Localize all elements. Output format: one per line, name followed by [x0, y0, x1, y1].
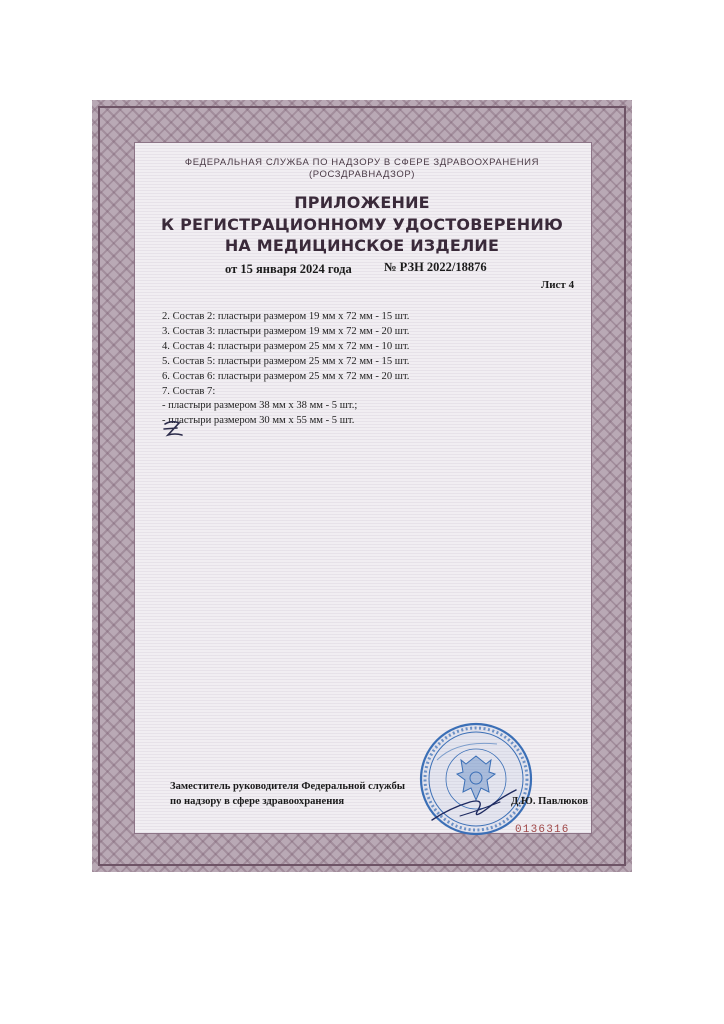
signer-position-line1: Заместитель руководителя Федеральной службы [170, 781, 406, 792]
list-item: 7. Состав 7: [162, 385, 216, 397]
end-mark-scribble [162, 418, 190, 442]
document-title: ПРИЛОЖЕНИЕ [294, 193, 430, 212]
handwritten-signature [430, 780, 520, 830]
composition-list [162, 310, 409, 429]
agency-abbreviation: (РОСЗДРАВНАДЗОР) [308, 169, 416, 180]
agency-name: ФЕДЕРАЛЬНАЯ СЛУЖБА ПО НАДЗОРУ В СФЕРЕ ЗДРАВООХРАНЕНИЯ [184, 157, 540, 168]
registration-number: № РЗН 2022/18876 [384, 260, 487, 274]
signer-name: Д.Ю. Павлюков [511, 796, 589, 807]
list-item: 3. Состав 3: пластыри размером 19 мм х 72 мм - 20 шт. [162, 325, 410, 337]
signer-position-line2: по надзору в сфере здравоохранения [170, 796, 345, 807]
issue-date: от 15 января 2024 года [225, 262, 352, 276]
sheet-number: Лист 4 [541, 279, 575, 291]
list-item: - пластыри размером 38 мм х 38 мм - 5 шт.; [162, 400, 358, 412]
list-item: 6. Состав 6: пластыри размером 25 мм х 72 мм - 20 шт. [162, 370, 410, 382]
document-subtitle-2: НА МЕДИЦИНСКОЕ ИЗДЕЛИЕ [224, 236, 500, 255]
document-subtitle-1: К РЕГИСТРАЦИОННОМУ УДОСТОВЕРЕНИЮ [161, 215, 563, 234]
list-item: 2. Состав 2: пластыри размером 19 мм х 72 мм - 15 шт. [162, 311, 410, 322]
form-serial-number: 0136316 [515, 824, 570, 836]
list-item: 5. Состав 5: пластыри размером 25 мм х 72 мм - 15 шт. [162, 355, 410, 367]
list-item: - пластыри размером 30 мм х 55 мм - 5 шт. [162, 415, 355, 427]
list-item: 4. Состав 4: пластыри размером 25 мм х 72 мм - 10 шт. [162, 340, 410, 352]
